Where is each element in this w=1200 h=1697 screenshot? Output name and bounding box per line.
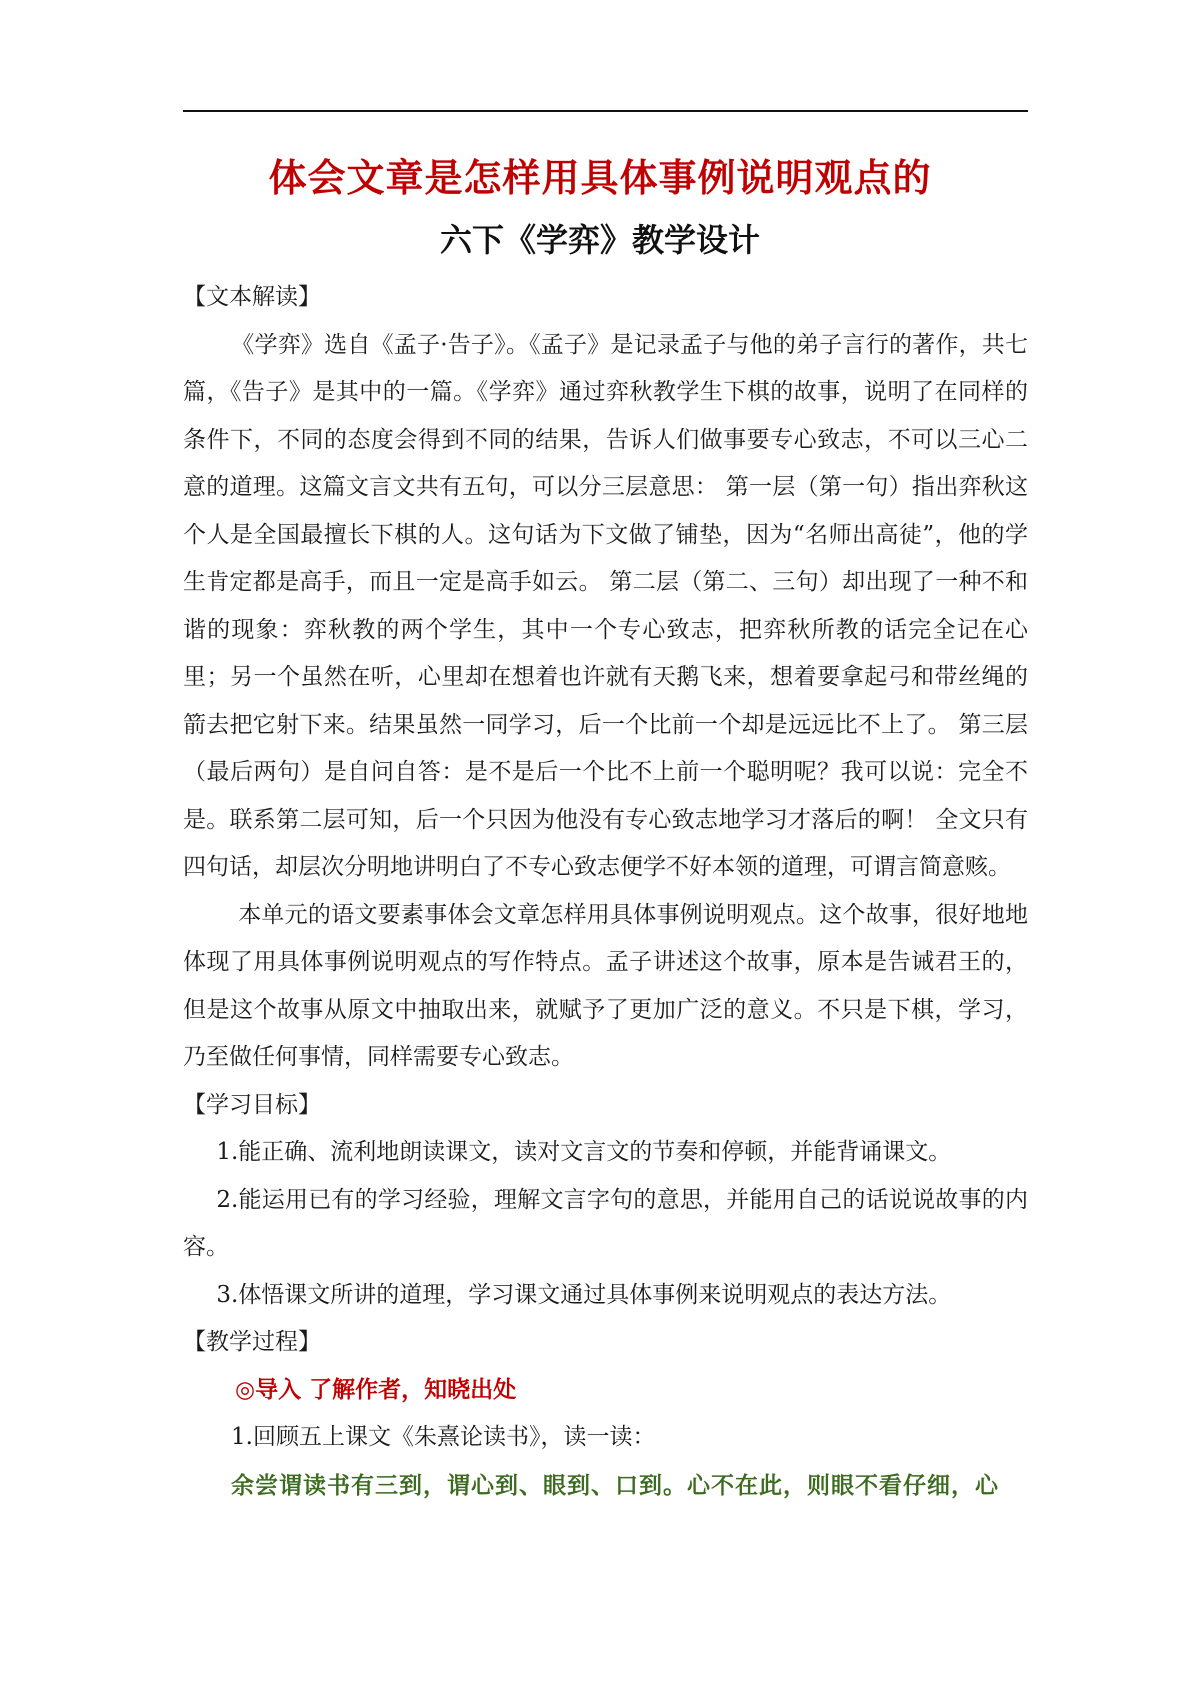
section-heading-text-reading: 【文本解读】: [183, 284, 321, 310]
teaching-step-title: ◎导入 了解作者，知晓出处: [235, 1376, 517, 1403]
document-body: [183, 274, 1028, 1509]
document-subtitle: 六下《学弈》教学设计: [439, 221, 760, 259]
learning-goal-2: 2.能运用已有的学习经验，理解文言字句的意思，并能用自己的话说说故事的内容。: [183, 1186, 1028, 1260]
text-reading-paragraph-2: 本单元的语文要素事体会文章怎样用具体事例说明观点。这个故事，很好地地体现了用具体事例说明观点的写作特点。孟子讲述这个故事，原本是告诫君王的，但是这个故事从原文中抽取出来，就赋予了更加广泛的意义。不只是下棋，学习，乃至做任何事情，同样需要专心致志。: [183, 901, 1028, 1070]
learning-goal-3: 3.体悟课文所讲的道理，学习课文通过具体事例来说明观点的表达方法。: [216, 1281, 952, 1308]
document-title: 体会文章是怎样用具体事例说明观点的: [268, 156, 932, 200]
classical-quote: 余尝谓读书有三到，谓心到、眼到、口到。心不在此，则眼不看仔细，心: [231, 1471, 999, 1499]
text-reading-paragraph-1: 《学弈》选自《孟子·告子》。《孟子》是记录孟子与他的弟子言行的著作，共七篇，《告子》是其中的一篇。《学弈》通过弈秋教学生下棋的故事，说明了在同样的条件下，不同的态度会得到不同的结果，告诉人们做事要专心致志，不可以三心二意的道理。这篇文言文共有五句，可以分三层意思： 第一层（第一句）指出弈秋这个人是全国最擅长下棋的人。这句话为下文做了铺垫，因为“名师出高徒”，他的学生肯定都是高手，而且一定是高手如云。 第二层（第二、三句）却出现了一种不和谐的现象：弈秋教的两个学生，其中一个专心致志，把弈秋所教的话完全记在心里；另一个虽然在听，心里却在想着也许就有天鹅飞来，想着要拿起弓和带丝绳的箭去把它射下来。结果虽然一同学习，后一个比前一个却是远远比不上了。 第三层（最后两句）是自问自答：是不是后一个比不上前一个聪明呢？我可以说：完全不是。联系第二层可知，后一个只因为他没有专心致志地学习才落后的啊！ 全文只有四句话，却层次分明地讲明白了不专心致志便学不好本领的道理，可谓言简意赅。: [183, 331, 1028, 880]
teaching-step-1: 1.回顾五上课文《朱熹论读书》，读一读：: [231, 1424, 656, 1450]
section-heading-teaching-process: 【教学过程】: [183, 1329, 321, 1355]
learning-goal-1: 1.能正确、流利地朗读课文，读对文言文的节奏和停顿，并能背诵课文。: [216, 1139, 952, 1165]
header-rule: [183, 110, 1028, 112]
section-heading-learning-goals: 【学习目标】: [183, 1091, 321, 1118]
